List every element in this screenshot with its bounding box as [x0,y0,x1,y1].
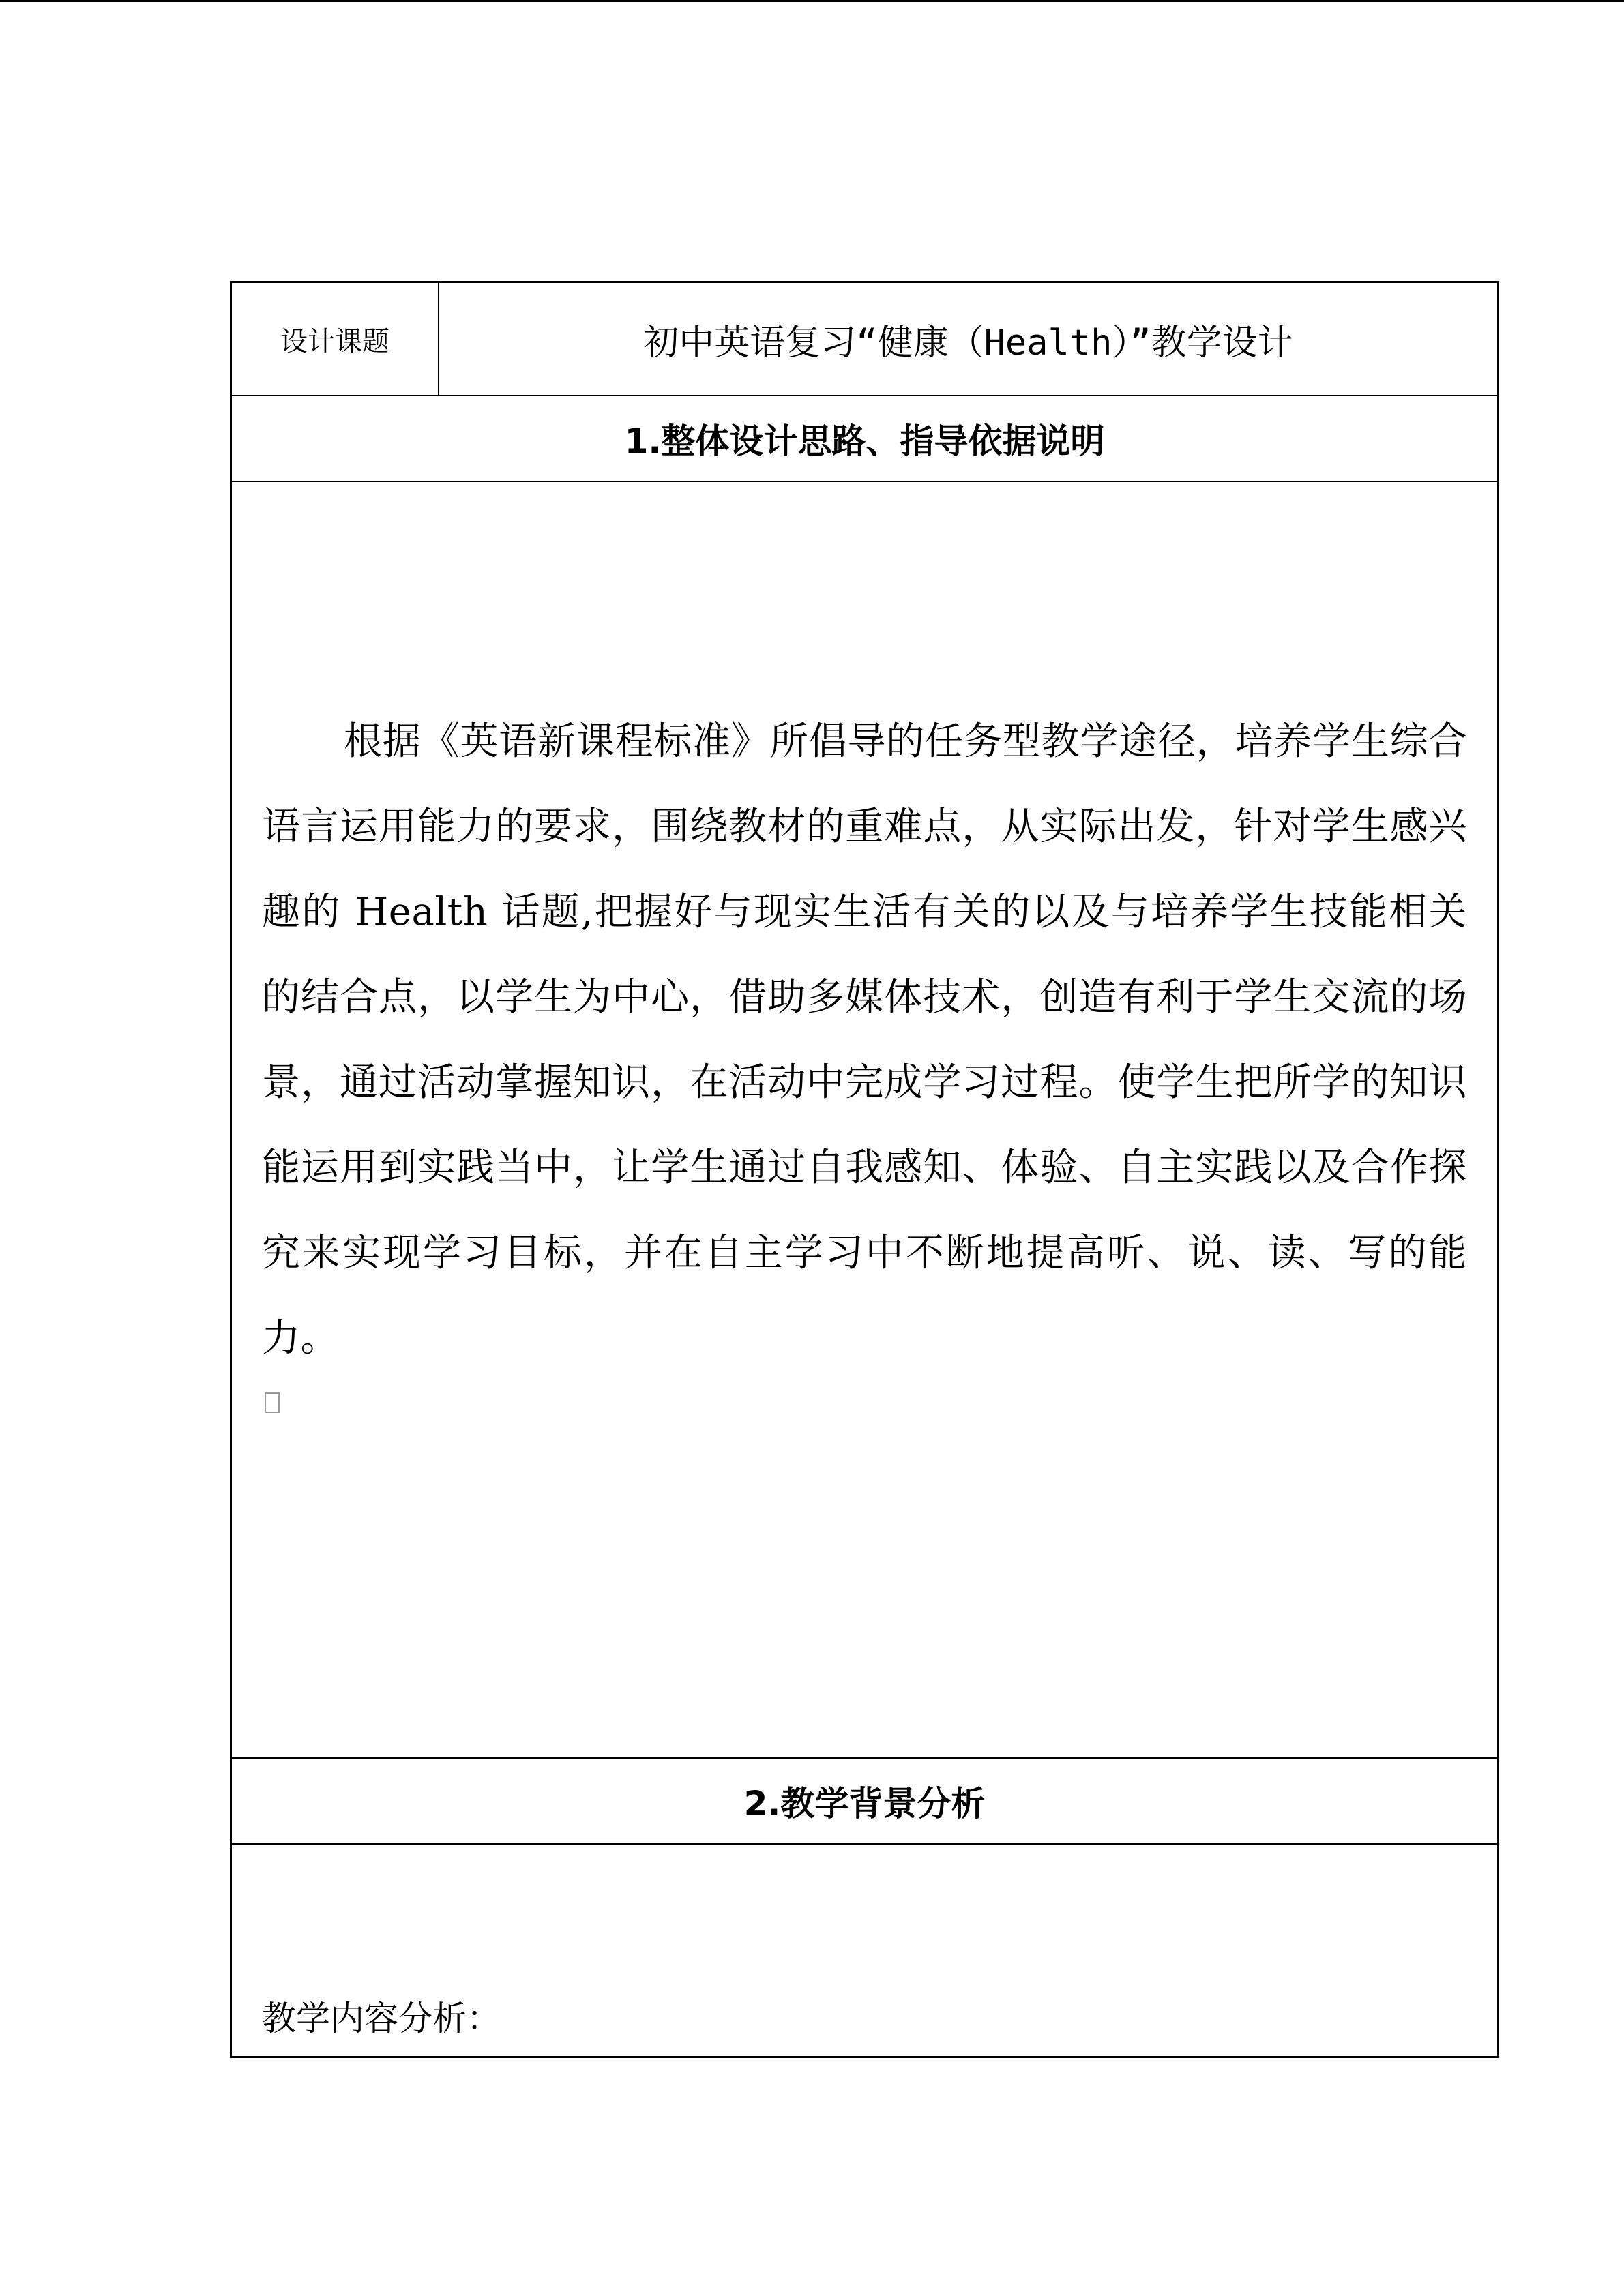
page-top-border [0,0,1624,2]
section1-paragraph: 根据《英语新课程标准》所倡导的任务型教学途径，培养学生综合语言运用能力的要求，围绕教材的重难点，从实际出发，针对学生感兴趣的 Health 话题,把握好与现实生活有关的以及与培养学生技能相关的结合点，以学生为中心，借助多媒体技术，创造有利于学生交流的场景，通过活动掌握知识，在活动中完成学习过程。使学生把所学的知识能运用到实践当中，让学生通过自我感知、体验、自主实践以及合作探究来实现学习目标，并在自主学习中不断地提高听、说、读、写的能力。 [262,719,1467,1360]
topic-label-cell: 设计课题 [232,283,439,395]
empty-glyph-box [265,1392,280,1413]
design-table [230,281,1499,2058]
content-analysis-label: 教学内容分析： [262,1999,501,2038]
section2-body-cell [232,1845,1497,2056]
design-title: 初中英语复习“健康（Health）”教学设计 [643,322,1293,363]
section1-body-cell [232,482,1497,1759]
section1-header: 1.整体设计思路、指导依据说明 [232,396,1497,482]
section2-header: 2.教学背景分析 [232,1759,1497,1845]
title-row [232,283,1497,396]
